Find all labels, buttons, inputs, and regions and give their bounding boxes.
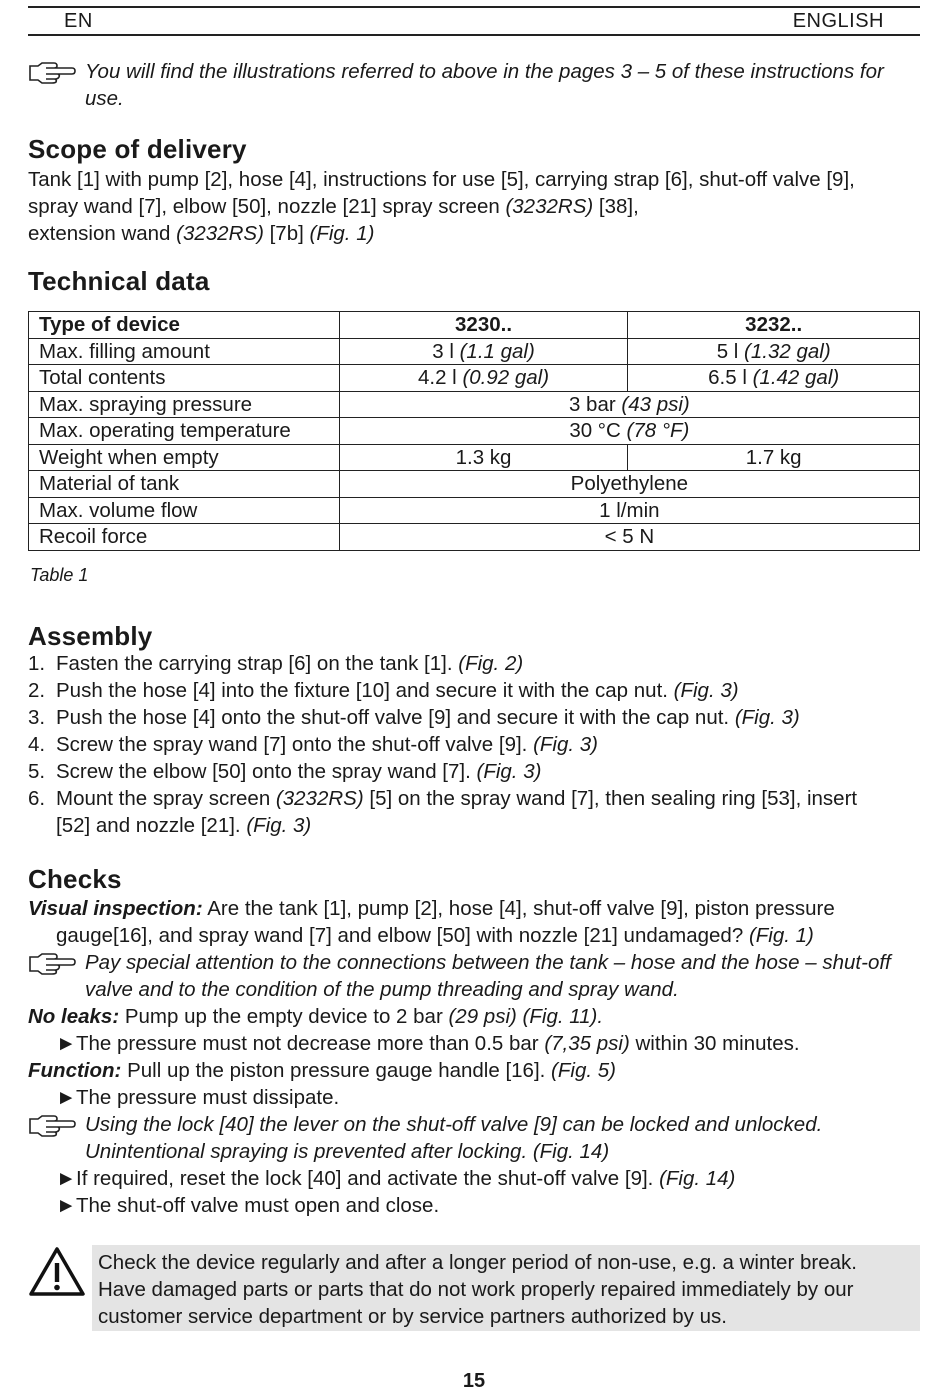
step-fig-ref: (Fig. 3) <box>734 706 800 729</box>
assembly-heading: Assembly <box>28 621 153 651</box>
cell-value: 3 bar <box>568 392 622 416</box>
visual-inspection-text-2: gauge[16], and spray wand [7] and elbow [50] with nozzle [21] undamaged? <box>56 924 749 947</box>
scope-text <box>28 166 920 247</box>
function-result <box>56 1084 920 1111</box>
technical-data-table <box>28 311 920 551</box>
cell-value: 5 l <box>716 339 745 363</box>
table-row-label: Max. filling amount <box>29 338 340 365</box>
reset-fig-ref: (Fig. 14) <box>659 1167 736 1190</box>
table-row-label: Recoil force <box>29 524 340 551</box>
scope-model-ref: (3232RS) <box>505 195 594 218</box>
table-header-cell: Type of device <box>29 312 340 339</box>
function-text: Pull up the piston pressure gauge handle [16]. <box>121 1059 552 1082</box>
cell-value-imperial: (1.1 gal) <box>459 339 535 363</box>
cell-value: 3 l <box>432 339 460 363</box>
table-cell <box>339 338 628 365</box>
step-text: Screw the spray wand [7] onto the shut-off valve [9]. <box>56 733 534 756</box>
pointing-hand-icon <box>28 1113 76 1137</box>
no-leaks-text: Pump up the empty device to 2 bar <box>119 1005 449 1028</box>
visual-fig-ref: (Fig. 1) <box>748 924 814 947</box>
scope-line-2-text: spray wand [7], elbow [50], nozzle [21] spray screen <box>28 195 506 218</box>
step-number: 5. <box>28 760 46 783</box>
step-fig-ref: (Fig. 3) <box>673 679 739 702</box>
reset-lock-step <box>56 1165 920 1192</box>
table-cell <box>628 338 920 365</box>
warning-line: Have damaged parts or parts that do not work properly repaired immediately by our <box>98 1278 854 1301</box>
result-text: The pressure must dissipate. <box>76 1086 340 1109</box>
table-cell: 1.7 kg <box>628 444 920 471</box>
visual-inspection-label: Visual inspection: <box>28 897 203 920</box>
table-row <box>29 497 920 524</box>
step-text: Mount the spray screen <box>56 787 276 810</box>
table-row <box>29 471 920 498</box>
step-text: Screw the elbow [50] onto the spray wand [7]. <box>56 760 477 783</box>
function-check <box>28 1057 920 1084</box>
scope-fig-ref: (Fig. 1) <box>309 222 375 245</box>
step-fig-ref: (Fig. 3) <box>246 814 312 837</box>
cell-value-imperial: (78 °F) <box>626 419 690 443</box>
cell-value-imperial: (1.32 gal) <box>744 339 831 363</box>
table-row <box>29 524 920 551</box>
scope-line-2-end: [38], <box>593 195 639 218</box>
scope-line-3-text: extension wand <box>28 222 177 245</box>
table-cell <box>339 391 919 418</box>
step-text: Push the hose [4] into the fixture [10] and secure it with the cap nut. <box>56 679 674 702</box>
result-text: The shut-off valve must open and close. <box>76 1194 440 1217</box>
page-header <box>28 6 920 36</box>
result-arrow-icon: ► <box>56 1032 77 1055</box>
scope-model-ref-2: (3232RS) <box>176 222 264 245</box>
table-row <box>29 418 920 445</box>
assembly-step <box>28 677 920 704</box>
assembly-step <box>28 704 920 731</box>
warning-text <box>98 1249 920 1330</box>
assembly-step <box>28 785 920 839</box>
technical-heading: Technical data <box>28 266 210 296</box>
cell-value-imperial: (43 psi) <box>621 392 690 416</box>
table-row <box>29 365 920 392</box>
table-cell: 1.3 kg <box>339 444 628 471</box>
result-text: The pressure must not decrease more than 0.5 bar <box>76 1032 545 1055</box>
cell-value-imperial: (1.42 gal) <box>752 366 840 390</box>
table-row-label: Material of tank <box>29 471 340 498</box>
note-line: Using the lock [40] the lever on the shut-off valve [9] can be locked and unlocked. <box>85 1113 823 1136</box>
intro-note-text: You will find the illustrations referred to above in the pages 3 – 5 of these instructions for use. <box>85 60 884 110</box>
lock-note <box>28 1111 920 1165</box>
no-leaks-fig-ref: (29 psi) (Fig. 11). <box>448 1005 604 1028</box>
table-cell <box>339 418 919 445</box>
step-fig-ref: (Fig. 3) <box>533 733 599 756</box>
header-language-code: EN <box>64 10 93 32</box>
table-cell <box>628 365 920 392</box>
warning-line: Check the device regularly and after a longer period of non-use, e.g. a winter break. <box>98 1251 857 1274</box>
lock-note-text <box>85 1111 920 1165</box>
step-fig-ref: (Fig. 2) <box>458 652 524 675</box>
note-line: valve and to the condition of the pump threading and spray wand. <box>85 978 679 1001</box>
result-text-end: within 30 minutes. <box>629 1032 800 1055</box>
connections-note-text <box>85 949 920 1003</box>
intro-note <box>28 58 920 114</box>
result-arrow-icon: ► <box>56 1086 77 1109</box>
note-line: Unintentional spraying is prevented after locking. (Fig. 14) <box>85 1140 610 1163</box>
scope-heading: Scope of delivery <box>28 134 247 164</box>
step-model-ref: (3232RS) <box>275 787 364 810</box>
step-text-cont: [5] on the spray wand [7], then sealing ring [53], insert <box>363 787 858 810</box>
table-cell: < 5 N <box>339 524 919 551</box>
step-number: 1. <box>28 652 46 675</box>
table-row-label: Max. volume flow <box>29 497 340 524</box>
table-row-label: Max. spraying pressure <box>29 391 340 418</box>
step-text: Fasten the carrying strap [6] on the tank [1]. <box>56 652 459 675</box>
function-fig-ref: (Fig. 5) <box>551 1059 616 1082</box>
table-header-row <box>29 312 920 339</box>
no-leaks-result <box>56 1030 920 1057</box>
table-cell: Polyethylene <box>339 471 919 498</box>
step-text: Push the hose [4] onto the shut-off valve [9] and secure it with the cap nut. <box>56 706 735 729</box>
cell-value-imperial: (0.92 gal) <box>462 366 550 390</box>
result-arrow-icon: ► <box>56 1194 77 1217</box>
table-header-cell: 3232.. <box>628 312 920 339</box>
cell-value: 30 °C <box>569 419 627 443</box>
assembly-step <box>28 758 920 785</box>
no-leaks-check <box>28 1003 920 1030</box>
no-leaks-label: No leaks: <box>28 1005 120 1028</box>
pointing-hand-icon <box>28 951 76 975</box>
result-arrow-icon: ► <box>56 1167 77 1190</box>
table-row <box>29 338 920 365</box>
visual-inspection-text: Are the tank [1], pump [2], hose [4], shut-off valve [9], piston pressure <box>202 897 835 920</box>
warning-line: customer service department or by service partners authorized by us. <box>98 1305 727 1328</box>
step-text-line-2: [52] and nozzle [21]. <box>56 814 247 837</box>
table-cell: 1 l/min <box>339 497 919 524</box>
assembly-step <box>28 650 920 677</box>
table-row <box>29 391 920 418</box>
table-row-label: Total contents <box>29 365 340 392</box>
connections-note <box>28 949 920 1003</box>
checks-heading: Checks <box>28 864 122 894</box>
scope-line-3 <box>28 220 920 247</box>
header-language-name: ENGLISH <box>792 10 884 32</box>
visual-inspection <box>28 895 920 949</box>
page-number: 15 <box>462 1370 486 1392</box>
step-number: 4. <box>28 733 46 756</box>
reset-text: If required, reset the lock [40] and activate the shut-off valve [9]. <box>76 1167 660 1190</box>
assembly-step <box>28 731 920 758</box>
table-row-label: Weight when empty <box>29 444 340 471</box>
cell-value: 6.5 l <box>708 366 753 390</box>
scope-line-3-mid: [7b] <box>263 222 310 245</box>
scope-line-1: Tank [1] with pump [2], hose [4], instructions for use [5], carrying strap [6], shut-off valve [9], <box>28 168 855 191</box>
step-fig-ref: (Fig. 3) <box>476 760 542 783</box>
result-imperial: (7,35 psi) <box>544 1032 630 1055</box>
pointing-hand-icon <box>28 60 76 84</box>
table-row <box>29 444 920 471</box>
warning-box <box>92 1245 920 1331</box>
cell-value: 4.2 l <box>417 366 463 390</box>
step-number: 3. <box>28 706 46 729</box>
valve-result <box>56 1192 920 1219</box>
table-cell <box>339 365 628 392</box>
table-caption: Table 1 <box>30 565 89 585</box>
function-label: Function: <box>28 1059 122 1082</box>
manual-page <box>28 0 920 1390</box>
note-line: Pay special attention to the connections between the tank – hose and the hose – shut-off <box>85 951 891 974</box>
assembly-steps <box>28 650 920 839</box>
table-row-label: Max. operating temperature <box>29 418 340 445</box>
scope-line-2 <box>28 193 920 220</box>
warning-triangle-icon <box>28 1246 86 1298</box>
table-header-cell: 3230.. <box>339 312 628 339</box>
step-number: 6. <box>28 787 46 810</box>
step-number: 2. <box>28 679 46 702</box>
